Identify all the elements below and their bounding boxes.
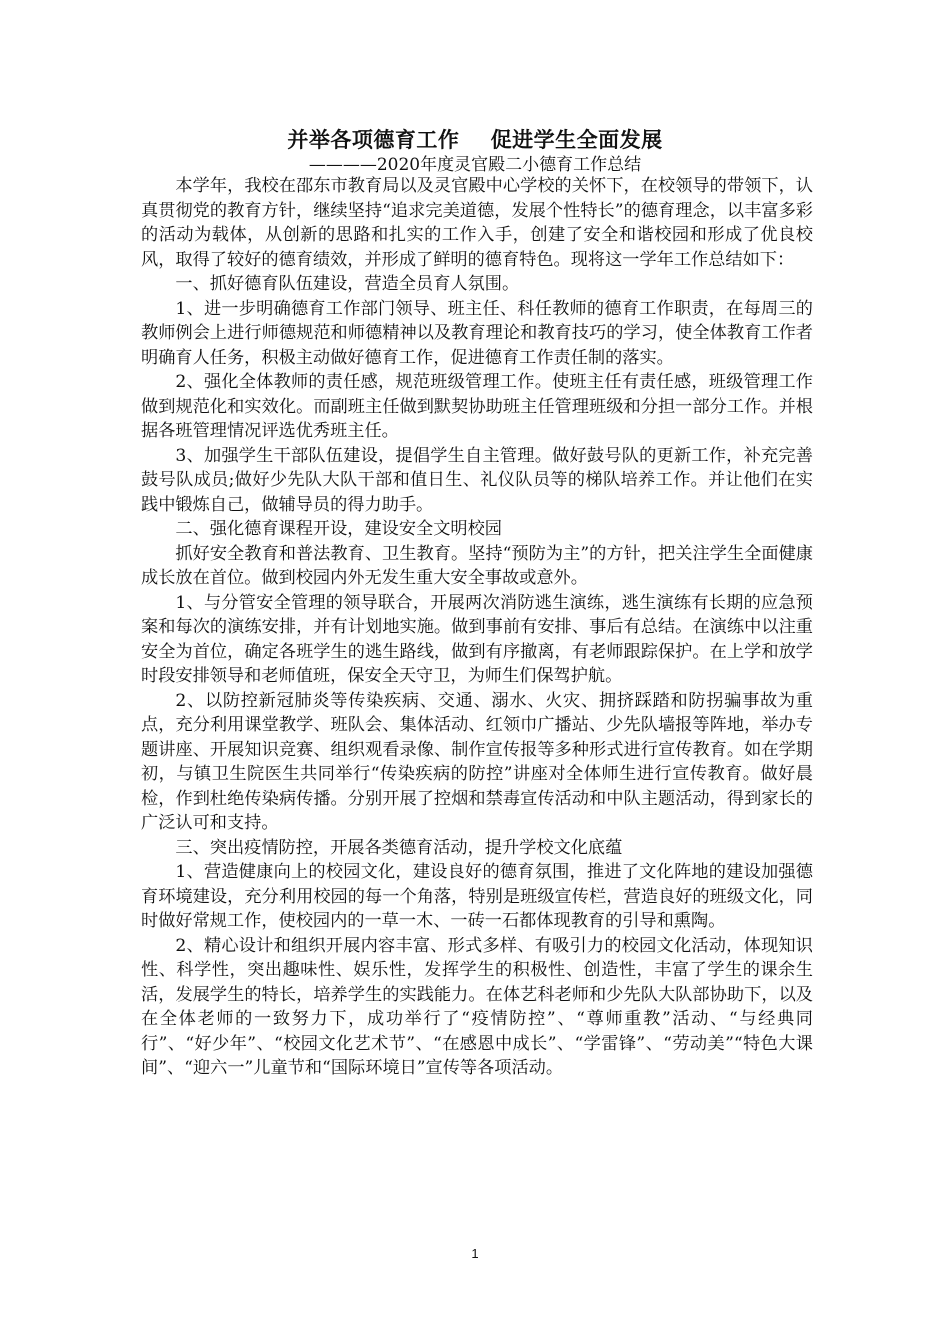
page-number: 1 bbox=[471, 1246, 479, 1261]
section-heading-1: 一、抓好德育队伍建设，营造全员育人氛围。 bbox=[175, 274, 520, 294]
paragraph: 2、以防控新冠肺炎等传染疾病、交通、溺水、火灾、拥挤踩踏和防拐骗事故为重点，充分利用课堂教学、班队会、集体活动、红领巾广播站、少先队墙报等阵地，举办专题讲座、开展知识竞赛、组织观看录像、制作宣传报等多种形式进行宣传教育。如在学期初，与镇卫生院医生共同举行“传染疾病的防控”讲座对全体师生进行宣传教育。做好晨检，作到杜绝传染病传播。分别开展了控烟和禁毒宣传活动和中队主题活动，得到家长的广泛认可和支持。 bbox=[141, 690, 813, 833]
paragraph: 抓好安全教育和普法教育、卫生教育。坚持“预防为主”的方针，把关注学生全面健康成长放在首位。做到校园内外无发生重大安全事故或意外。 bbox=[141, 543, 813, 588]
paragraph: 1、营造健康向上的校园文化，建设良好的德育氛围，推进了文化阵地的建设加强德育环境建设，充分利用校园的每一个角落，特别是班级宣传栏，营造良好的班级文化，同时做好常规工作，使校园内的一草一木、一砖一石都体现教育的引导和熏陶。 bbox=[141, 862, 813, 931]
paragraph: 1、进一步明确德育工作部门领导、班主任、科任教师的德育工作职责，在每周三的教师例会上进行师德规范和师德精神以及教育理论和教育技巧的学习，使全体教育工作者明确育人任务，积极主动做好德育工作，促进德育工作责任制的落实。 bbox=[141, 298, 813, 368]
document-body bbox=[141, 174, 813, 1081]
paragraph: 2、强化全体教师的责任感，规范班级管理工作。使班主任有责任感，班级管理工作做到规范化和实效化。而副班主任做到默契协助班主任管理班级和分担一部分工作。并根据各班管理情况评选优秀班主任。 bbox=[141, 372, 813, 441]
paragraph: 1、与分管安全管理的领导联合，开展两次消防逃生演练，逃生演练有长期的应急预案和每次的演练安排，并有计划地实施。做到事前有安排、事后有总结。在演练中以注重安全为首位，确定各班学生的逃生路线，做到有序撤离，有老师跟踪保护。在上学和放学时段安排领导和老师值班，保安全天守卫，为师生们保驾护航。 bbox=[141, 592, 813, 686]
document-subtitle: ————2020年度灵官殿二小德育工作总结 bbox=[308, 155, 642, 175]
paragraph: 3、加强学生干部队伍建设，提倡学生自主管理。做好鼓号队的更新工作，补充完善鼓号队成员;做好少先队大队干部和值日生、礼仪队员等的梯队培养工作。并让他们在实践中锻炼自己，做辅导员的得力助手。 bbox=[141, 445, 813, 515]
document-title: 并举各项德育工作 促进学生全面发展 bbox=[287, 127, 663, 152]
paragraph-intro: 本学年，我校在邵东市教育局以及灵官殿中心学校的关怀下，在校领导的带领下，认真贯彻党的教育方针，继续坚持“追求完美道德，发展个性特长”的德育理念，以丰富多彩的活动为载体，从创新的思路和扎实的工作入手，创建了安全和谐校园和形成了优良校风，取得了较好的德育绩效，并形成了鲜明的德育特色。现将这一学年工作总结如下： bbox=[141, 176, 813, 270]
paragraph: 2、精心设计和组织开展内容丰富、形式多样、有吸引力的校园文化活动，体现知识性、科学性，突出趣味性、娱乐性，发挥学生的积极性、创造性，丰富了学生的课余生活，发展学生的特长，培养学生的实践能力。在体艺科老师和少先队大队部协助下，以及在全体老师的一致努力下，成功举行了“疫情防控”、“尊师重教”活动、“与经典同行”、“好少年”、“校园文化艺术节”、“在感恩中成长”、“学雷锋”、“劳动美”“特色大课间”、“迎六一”儿童节和“国际环境日”宣传等各项活动。 bbox=[141, 935, 813, 1078]
section-heading-3: 三、突出疫情防控，开展各类德育活动，提升学校文化底蕴 bbox=[175, 837, 623, 858]
section-heading-2: 二、强化德育课程开设，建设安全文明校园 bbox=[175, 519, 502, 539]
